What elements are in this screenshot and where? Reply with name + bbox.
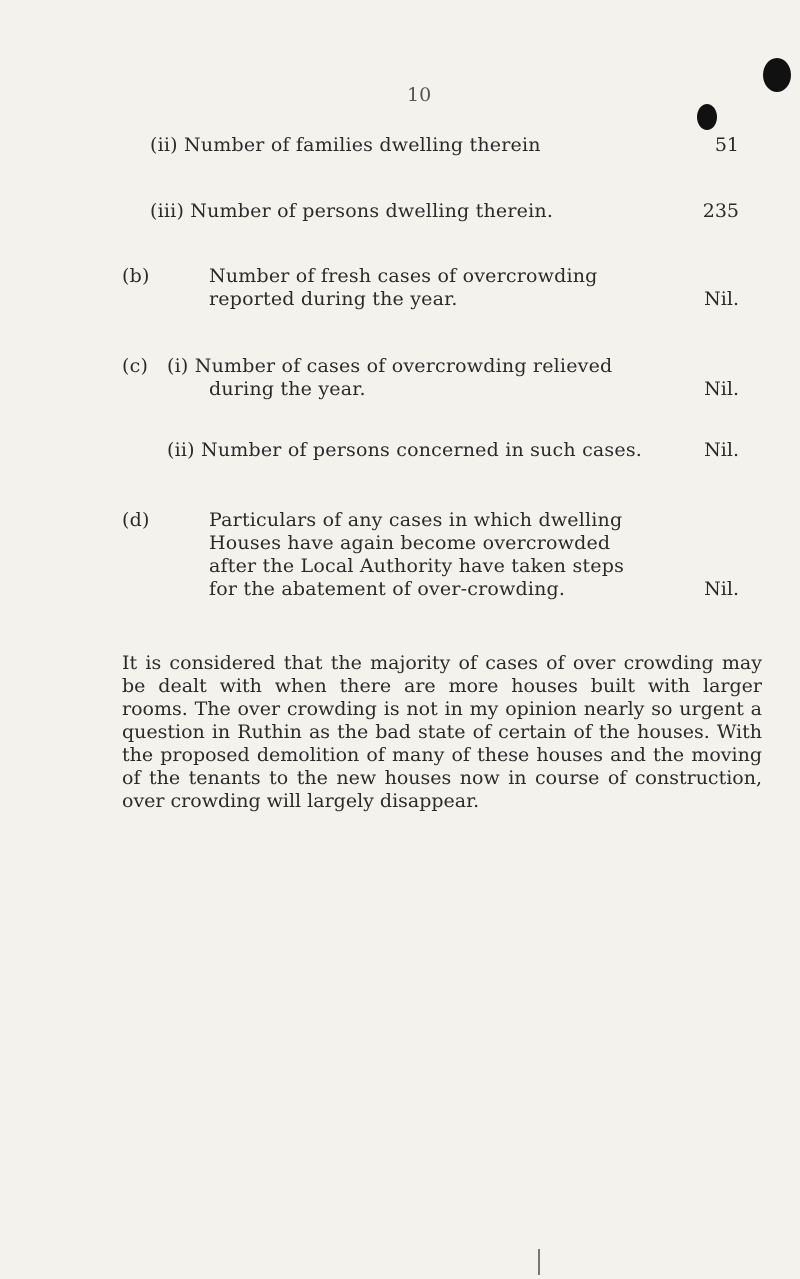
item-b-line: Number of fresh cases of overcrowding [209, 265, 598, 287]
punch-hole-mid [697, 104, 717, 130]
item-d-line: Particulars of any cases in which dwelling [209, 509, 623, 531]
item-d-value: Nil. [704, 578, 739, 600]
item-a-iii-value: 235 [702, 200, 739, 222]
punch-hole-top [763, 58, 791, 92]
item-c-marker: (c) [122, 355, 149, 377]
page-number: 10 [407, 84, 432, 106]
item-b-marker: (b) [122, 265, 150, 287]
item-a-ii-label: (ii) Number of families dwelling therein [150, 134, 541, 156]
scan-mark [538, 1249, 540, 1275]
item-d-line: Houses have again become overcrowded [209, 532, 611, 554]
item-a-ii-value: 51 [714, 134, 739, 156]
item-c-i-line: during the year. [209, 378, 366, 400]
item-d-marker: (d) [122, 509, 150, 531]
item-d-line: for the abatement of over-crowding. [209, 578, 566, 600]
item-c-ii-label: (ii) Number of persons concerned in such cases. [167, 439, 643, 461]
item-c-ii-value: Nil. [704, 439, 739, 461]
item-b-value: Nil. [704, 288, 739, 310]
item-c-i-value: Nil. [704, 378, 739, 400]
item-a-iii-label: (iii) Number of persons dwelling therein. [150, 200, 554, 222]
closing-paragraph: It is considered that the majority of cases of over crowding may be dealt with when there are more houses built with larger rooms. The over crowding is not in my opinion nearly so urgent a question in Ruthin as the bad state of certain of the houses. With the proposed demolition of many of these houses and the moving of the tenants to the new houses now in course of construction, over crowding will largely disappear. [122, 652, 762, 812]
item-d-line: after the Local Authority have taken steps [209, 555, 625, 577]
item-c-i-line: (i) Number of cases of overcrowding relieved [167, 355, 613, 377]
item-b-line: reported during the year. [209, 288, 458, 310]
